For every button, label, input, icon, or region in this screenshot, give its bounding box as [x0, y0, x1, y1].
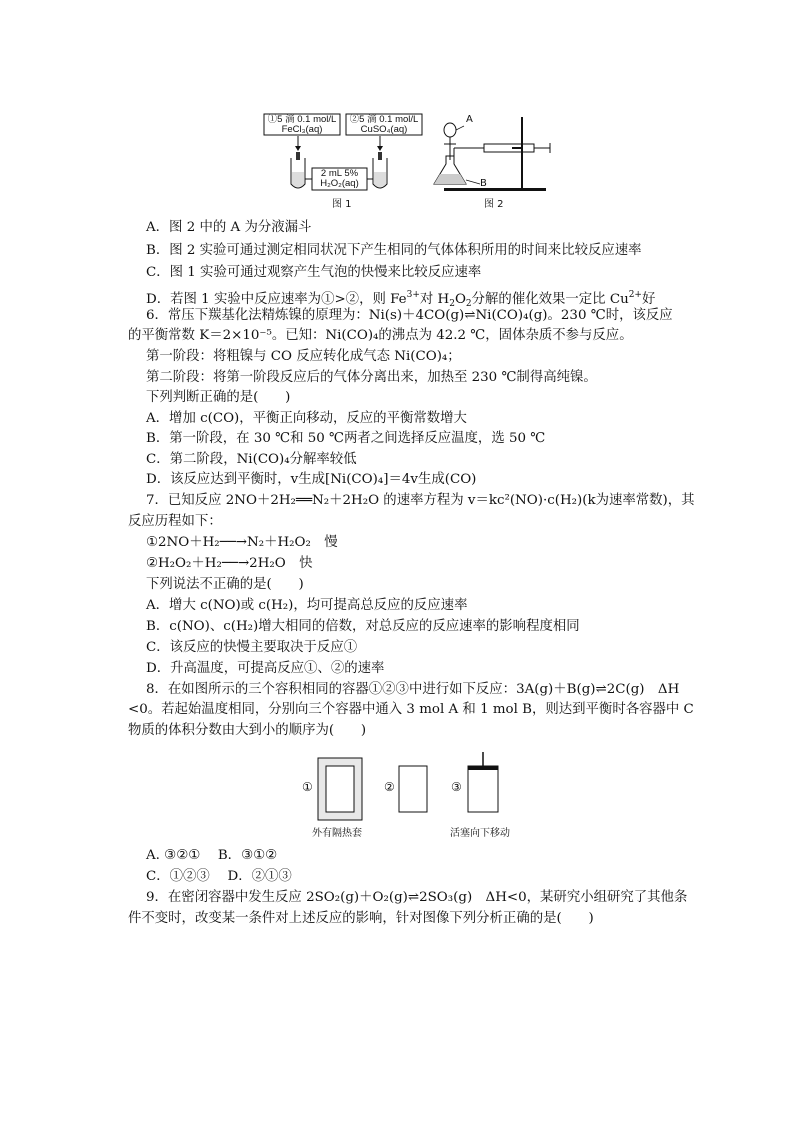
q8-options-row1: A. ③②① B．③①② [146, 848, 278, 863]
q5-option-c: C．图 1 实验可通过观察产生气泡的快慢来比较反应速率 [146, 265, 482, 280]
q9-stem-line2: 件不变时，改变某一条件对上述反应的影响，针对图像下列分析正确的是( ) [128, 911, 594, 926]
q8-options-row2: C．①②③ D．②①③ [146, 869, 292, 884]
figure-2 [432, 112, 552, 210]
q5-d-sup1: 3+ [406, 290, 420, 300]
q5-d-sub1: 2 [449, 299, 455, 309]
figure-2-label-b: B [480, 178, 487, 189]
q6-stem-line1: 6．常压下羰基化法精炼镍的原理为：Ni(s)＋4CO(g)⇌Ni(CO)₄(g)。230 ℃时，该反应 [146, 308, 673, 323]
q8-stem-line2: <0。若起始温度相同，分别向三个容器中通入 3 mol A 和 1 mol B，则达到平衡时各容器中 C [128, 702, 694, 717]
q7-option-d: D．升高温度，可提高反应①、②的速率 [146, 661, 385, 676]
q8-label-3: ③ [451, 780, 462, 794]
q7-stem-line2: 反应历程如下： [128, 514, 222, 529]
figure-2-caption: 图 2 [484, 199, 504, 210]
q7-prompt: 下列说法不正确的是( ) [146, 577, 304, 592]
figure-1-center-line2: H₂O₂(aq) [320, 178, 359, 189]
figure-1-center-line1: 2 mL 5% [320, 168, 359, 179]
q7-option-b: B．c(NO)、c(H₂)增大相同的倍数，对总反应的反应速率的影响程度相同 [146, 619, 580, 634]
figure-1-box2-line2: CuSO₄(aq) [360, 124, 408, 135]
figure-1 [262, 112, 427, 210]
q8-caption-3: 活塞向下移动 [450, 828, 510, 839]
figure-1-box2-line1: ②5 滴 0.1 mol/L [349, 114, 419, 125]
q7-stem-line1: 7．已知反应 2NO＋2H₂══N₂＋2H₂O 的速率方程为 v＝kc²(NO)·c(H₂)(k为速率常数)，其 [146, 493, 695, 508]
q5-option-a: A．图 2 中的 A 为分液漏斗 [146, 220, 312, 235]
q7-step1: ①2NO＋H₂──→N₂＋H₂O₂ 慢 [146, 535, 338, 550]
figure-1-box1-line2: FeCl₃(aq) [281, 124, 323, 135]
q8-containers-figure [298, 752, 523, 842]
q5-d-end: 好 [641, 292, 656, 307]
q7-option-a: A．增大 c(NO)或 c(H₂)，均可提高总反应的反应速率 [146, 598, 468, 613]
q5-d-mid: 对 H [419, 292, 450, 307]
q5-d-mid2: 分解的催化效果一定比 Cu [471, 292, 629, 307]
q7-step2: ②H₂O₂＋H₂──→2H₂O 快 [146, 556, 313, 571]
q6-option-a: A．增加 c(CO)，平衡正向移动，反应的平衡常数增大 [146, 411, 467, 426]
q7-option-c: C．该反应的快慢主要取决于反应① [146, 640, 358, 655]
q8-stem-line3: 物质的体积分数由大到小的顺序为( ) [128, 723, 367, 738]
q5-option-b: B．图 2 实验可通过测定相同状况下产生相同的气体体积所用的时间来比较反应速率 [146, 243, 642, 258]
q6-option-c: C．第二阶段，Ni(CO)₄分解率较低 [146, 452, 357, 467]
q9-stem-line1: 9．在密闭容器中发生反应 2SO₂(g)＋O₂(g)⇌2SO₃(g) ΔH<0，某研究小组研究了其他条 [146, 890, 688, 905]
figure-2-drawing [432, 112, 552, 197]
q6-option-d: D．该反应达到平衡时，v生成[Ni(CO)₄]＝4v生成(CO) [146, 472, 477, 487]
q5-d-pre: D．若图 1 实验中反应速率为①>②，则 Fe [146, 292, 407, 307]
q6-stage2: 第二阶段：将第一阶段反应后的气体分离出来，加热至 230 ℃制得高纯镍。 [146, 370, 597, 385]
q8-caption-1: 外有隔热套 [312, 828, 362, 839]
q6-prompt: 下列判断正确的是( ) [146, 390, 291, 405]
q6-option-b: B．第一阶段，在 30 ℃和 50 ℃两者之间选择反应温度，选 50 ℃ [146, 431, 546, 446]
q8-label-2: ② [384, 780, 395, 794]
q6-stem-line2: 的平衡常数 K＝2×10⁻⁵。已知：Ni(CO)₄的沸点为 42.2 ℃，固体杂质不参与反应。 [128, 328, 633, 343]
figure-1-box1-line1: ①5 滴 0.1 mol/L [267, 114, 337, 125]
figure-2-label-a: A [466, 114, 473, 125]
q5-d-sup2: 2+ [628, 290, 642, 300]
q8-containers-drawing [298, 752, 523, 827]
q6-stage1: 第一阶段：将粗镍与 CO 反应转化成气态 Ni(CO)₄； [146, 349, 461, 364]
q5-d-sub2: 2 [465, 299, 472, 309]
q8-stem-line1: 8．在如图所示的三个容积相同的容器①②③中进行如下反应：3A(g)＋B(g)⇌2C(g) ΔH [146, 682, 680, 697]
figure-1-caption: 图 1 [332, 199, 352, 210]
q8-label-1: ① [302, 780, 313, 794]
q5-d-o: O [454, 292, 466, 307]
